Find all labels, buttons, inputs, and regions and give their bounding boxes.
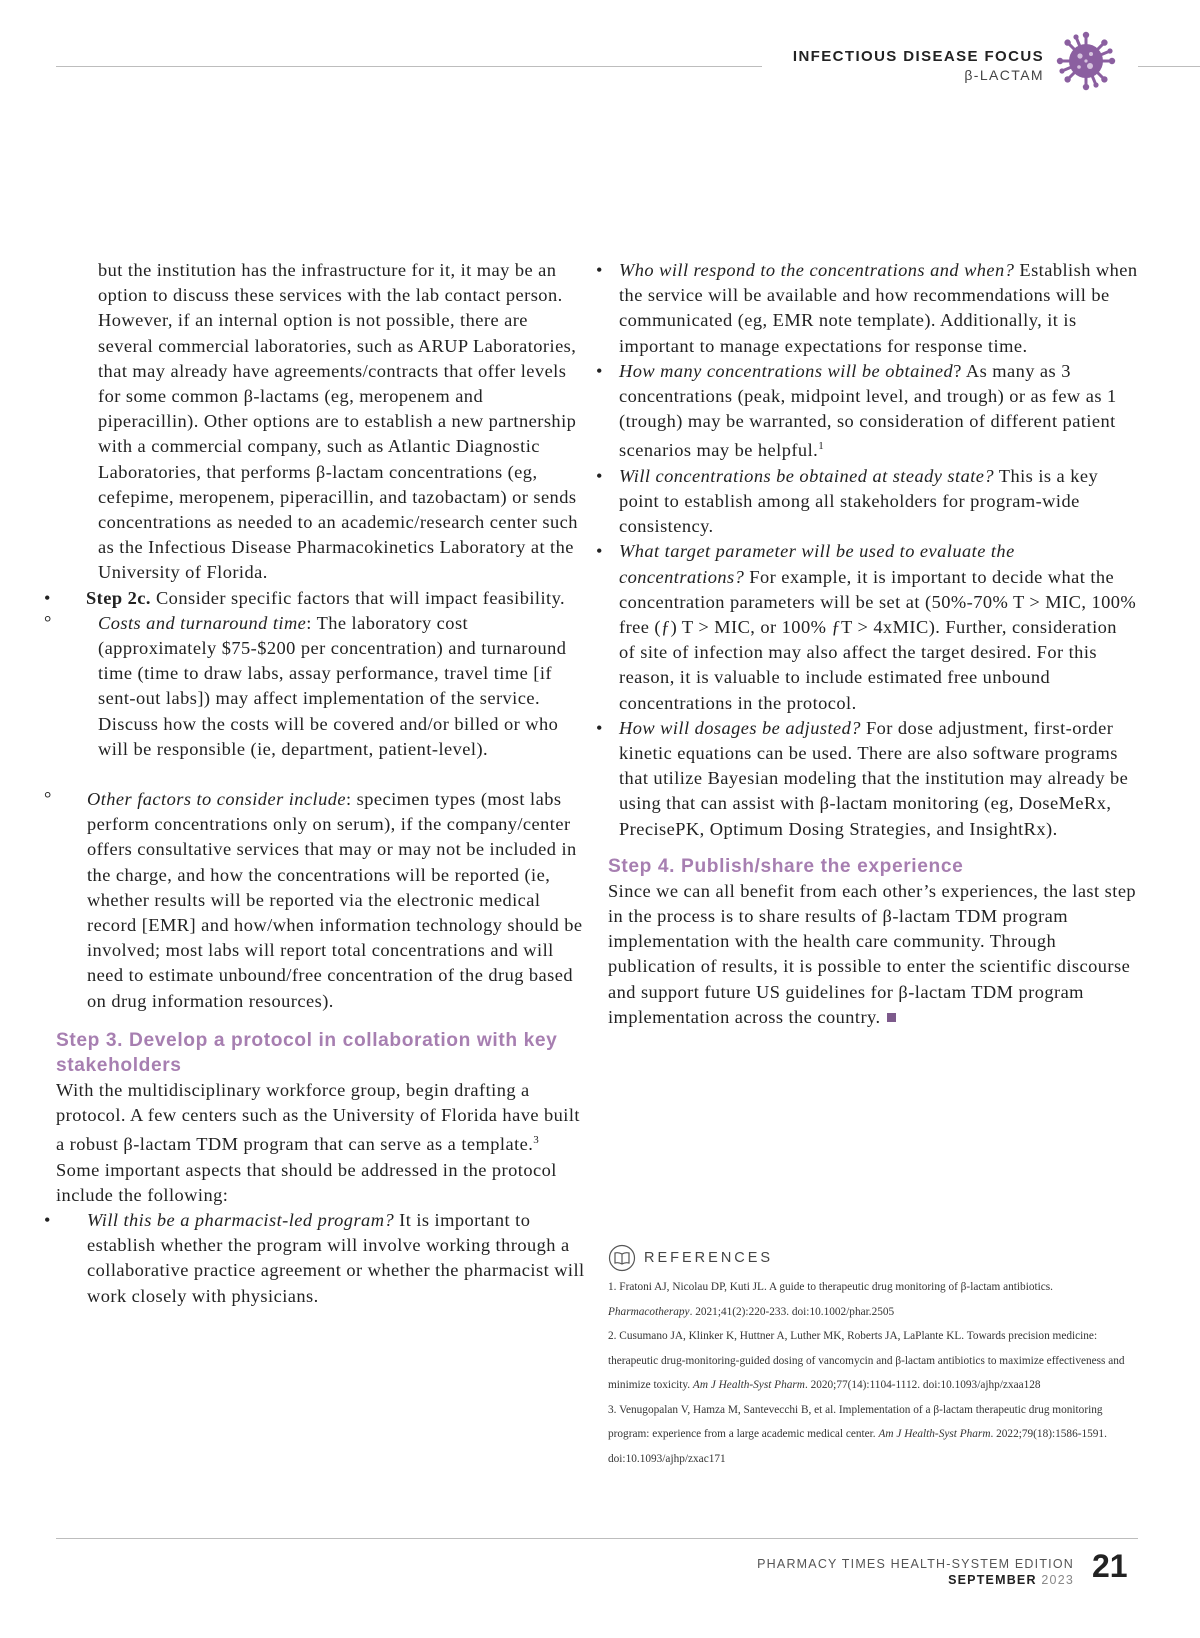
question-text: This is a key point to establish among all stakeholders for program-wide consistency.: [619, 465, 1099, 537]
reference-item: [608, 1398, 1138, 1472]
sub-bullet-costs: [56, 611, 586, 762]
issue-year: 2023: [1041, 1573, 1074, 1587]
virus-icon: [1054, 29, 1118, 93]
reference-journal: Am J Health-Syst Pharm: [692, 1379, 805, 1391]
reference-text: 1. Fratoni AJ, Nicolau DP, Kuti JL. A guide to therapeutic drug monitoring of β-lactam antibiotics.: [608, 1281, 1054, 1293]
reference-text: 2. Cusumano JA, Klinker K, Huttner A, Luther MK, Roberts JA, LaPlante KL. Towards precision medicine: therapeutic drug-monitoring-guided dosing of vancomycin and β-lactam antibiotics to maximize effectiveness and minimize toxicity.: [608, 1330, 1125, 1391]
reference-journal: Am J Health-Syst Pharm: [878, 1428, 991, 1440]
question-text: Establish when the service will be available and how recommendations will be communicated (eg, EMR note template). Additionally, it is important to manage expectations for response time.: [619, 260, 1138, 356]
question-label: How many concentrations will be obtained: [619, 360, 954, 381]
reference-citation: . 2020;77(14):1104-1112. doi:10.1093/ajhp/zxaa128: [804, 1379, 1041, 1391]
reference-journal: Pharmacotherapy: [608, 1305, 690, 1318]
spacer: [608, 842, 1138, 854]
sub-bullet-other-factors: [56, 787, 586, 1014]
step-2c-text: Consider specific factors that will impact feasibility.: [150, 587, 566, 608]
question-text: ? As many as 3 concentrations (peak, midpoint level, and trough) or as few as 1 (trough) may be warranted, so consideration of different patient scenarios may be helpful.: [619, 360, 1117, 461]
bullet-target-parameter: [608, 539, 1138, 715]
page-number: 21: [1092, 1548, 1128, 1584]
reference-citation: . 2021;41(2):220-233. doi:10.1002/phar.2505: [689, 1305, 895, 1318]
question-label: Will this be a pharmacist-led program?: [87, 1210, 395, 1231]
step-4-paragraph: [608, 879, 1138, 1030]
reference-text: 3. Venugopalan V, Hamza M, Santevecchi B, et al. Implementation of a β-lactam therapeutic drug monitoring program: experience from a large academic medical center.: [608, 1403, 1103, 1440]
bullet-dosage-adjust: [608, 716, 1138, 842]
question-label: What target parameter will be used to evaluate the concentrations?: [619, 541, 1015, 587]
question-text: For example, it is important to decide what the concentration parameters will be set at (50%-70% T > MIC, 100% free (ƒ) T > MIC, or 100% ƒT > 4xMIC). Further, consideration of site of infection may also affect the target desired. For this reason, it is valuable to include estimated free unbound concentrations in the protocol.: [619, 566, 1137, 713]
paragraph-lab-options: but the institution has the infrastructure for it, it may be an option to discuss these services with the lab contact person. However, if an internal option is not possible, there are several commercial laboratories, such as ARUP Laboratories, that may already have agreements/contracts that offer levels for some common β-lactams (eg, meropenem and piperacillin). Other options are to establish a new partnership with a commercial company, such as Atlantic Diagnostic Laboratories, that performs β-lactam concentrations (eg, cefepime, meropenem, piperacillin, and tazobactam) or sends concentrations as needed to an academic/research center such as the Infectious Disease Pharmacokinetics Laboratory at the University of Florida.: [98, 260, 578, 583]
bullet-who-responds: [608, 258, 1138, 359]
references-header: [608, 1244, 1138, 1272]
step-3-heading: Step 3. Develop a protocol in collaboration with key stakeholders: [56, 1029, 558, 1076]
left-column: [56, 258, 586, 1309]
other-factors-text: : specimen types (most labs perform concentrations only on serum), if the company/center offers consultative services that may or may not be included in the charge, and how the concentrations will be reported (ie, whether results will be reported via the electronic medical record [EMR] and how/when information technology should be involved; most labs will report total concentrations and will need to estimate unbound/free concentration of the drug based on drug information resources).: [87, 789, 583, 1011]
step-3-text-end: Some important aspects that should be addressed in the protocol include the following:: [56, 1159, 557, 1205]
question-text: For dose adjustment, first-order kinetic equations can be used. There are also software programs that utilize Bayesian modeling that the institution may already be using that can assist with β-lactam monitoring (eg, DoseMeRx, PrecisePK, Optimum Dosing Strategies, and InsightRx).: [619, 717, 1129, 839]
footer-publication-info: [757, 1556, 1074, 1588]
references-title: REFERENCES: [644, 1249, 774, 1266]
bullet-how-many: [608, 359, 1138, 464]
bullet-pharmacist-led: [56, 1208, 586, 1309]
step-3-paragraph: [56, 1078, 586, 1208]
reference-citation: . 2022;79(18):1586-1591. doi:10.1093/ajhp/zxac171: [608, 1428, 1107, 1465]
publication-name: PHARMACY TIMES HEALTH-SYSTEM EDITION: [757, 1557, 1074, 1571]
question-label: Will concentrations be obtained at steady state?: [619, 465, 995, 486]
section-header: [793, 47, 1044, 84]
question-label: How will dosages be adjusted?: [619, 717, 861, 738]
section-subtitle: β-LACTAM: [964, 67, 1044, 83]
citation-3: 3: [533, 1134, 540, 1147]
step-3-text: With the multidisciplinary workforce group, begin drafting a protocol. A few centers such as the University of Florida have built a robust β-lactam TDM program that can serve as a template.: [56, 1079, 580, 1155]
book-icon: [608, 1244, 636, 1272]
header-rule: [56, 66, 762, 67]
spacer: [56, 1014, 586, 1028]
step-4-text: Since we can all benefit from each other’s experiences, the last step in the process is to share results of β-lactam TDM program implementation with the health care community. Through publication of results, it is possible to enter the scientific discourse and support future US guidelines for β-lactam TDM program implementation across the country.: [608, 880, 1137, 1027]
costs-text: : The laboratory cost (approximately $75-$200 per concentration) and turnaround time (time to draw labs, assay performance, travel time [if sent-out labs]) may affect implementation of the service. Discuss how the costs will be covered and/or billed or who will be responsible (ie, department, patient-level).: [98, 612, 567, 759]
end-of-article-mark: [887, 1013, 896, 1022]
question-text: It is important to establish whether the program will involve working through a collaborative practice agreement or whether the pharmacist will work closely with physicians.: [87, 1210, 585, 1306]
header-rule: [1138, 66, 1200, 67]
spacer: [56, 762, 586, 787]
bullet-step-2c: [56, 586, 586, 611]
question-label: Who will respond to the concentrations and when?: [619, 260, 1015, 280]
reference-item: [608, 1324, 1138, 1398]
right-column: [608, 258, 1138, 1030]
issue-month: SEPTEMBER: [948, 1573, 1037, 1587]
other-factors-label: Other factors to consider include: [87, 789, 347, 810]
step-2c-label: Step 2c.: [86, 587, 151, 608]
citation-1: 1: [818, 440, 825, 453]
step-4-heading: Step 4. Publish/share the experience: [608, 855, 964, 877]
footer-rule: [56, 1538, 1138, 1539]
reference-item: [608, 1275, 1138, 1324]
references-section: [608, 1244, 1138, 1471]
costs-label: Costs and turnaround time: [98, 612, 307, 633]
section-title: INFECTIOUS DISEASE FOCUS: [792, 48, 1044, 65]
bullet-steady-state: [608, 464, 1138, 540]
